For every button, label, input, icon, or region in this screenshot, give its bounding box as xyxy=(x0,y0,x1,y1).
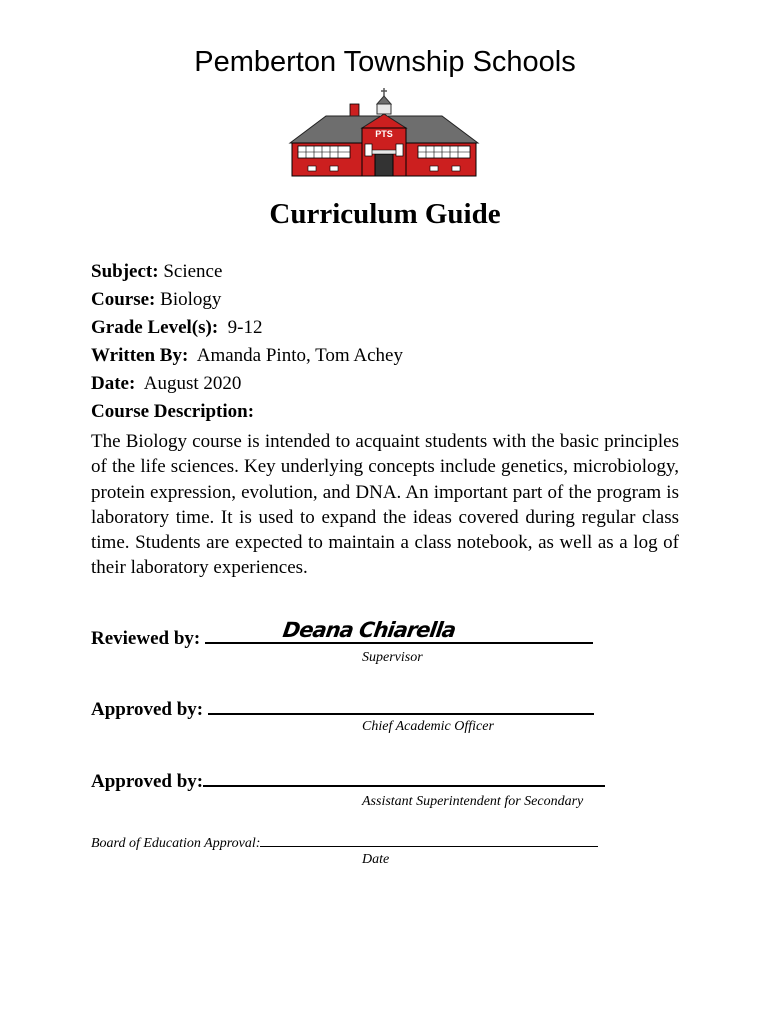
date-value: August 2020 xyxy=(143,373,242,394)
reviewer-signature: Deana Chiarella xyxy=(281,618,457,642)
reviewed-by-label: Reviewed by: xyxy=(91,628,201,649)
grade-value: 9-12 xyxy=(227,317,263,338)
approved-by-row-2 xyxy=(91,765,605,793)
approved-by-signature-line-1 xyxy=(208,693,594,715)
grade-row xyxy=(91,314,691,342)
approved-by-signature-line-2 xyxy=(203,765,605,787)
logo-text: PTS xyxy=(375,129,393,139)
supervisor-caption: Supervisor xyxy=(362,650,423,665)
course-description-row xyxy=(91,398,691,426)
board-approval-line xyxy=(260,832,598,847)
date-label: Date: xyxy=(91,373,136,394)
chief-academic-officer-caption: Chief Academic Officer xyxy=(362,719,494,734)
subject-label: Subject: xyxy=(91,261,159,282)
course-description-label: Course Description: xyxy=(91,401,255,422)
board-approval-row xyxy=(91,832,598,852)
document-title: Curriculum Guide xyxy=(269,198,501,230)
date-caption: Date xyxy=(362,852,390,867)
grade-label: Grade Level(s): xyxy=(91,317,219,338)
course-label: Course: xyxy=(91,289,156,310)
approved-by-label-2: Approved by: xyxy=(91,771,204,792)
written-by-row xyxy=(91,342,691,370)
school-building-icon xyxy=(286,86,482,178)
approved-by-label-1: Approved by: xyxy=(91,699,204,720)
district-name: Pemberton Township Schools xyxy=(194,46,576,78)
assistant-superintendent-caption: Assistant Superintendent for Secondary xyxy=(362,794,584,809)
subject-row xyxy=(91,258,691,286)
board-approval-label: Board of Education Approval: xyxy=(91,836,261,851)
subject-value: Science xyxy=(163,261,223,282)
written-by-value: Amanda Pinto, Tom Achey xyxy=(196,345,403,366)
course-row xyxy=(91,286,691,314)
written-by-label: Written By: xyxy=(91,345,189,366)
course-description: The Biology course is intended to acquaint students with the basic principles of the life sciences. Key underlying concepts include genetics, microbiology, protein expression, evolution, and DNA. An important part of the program is laboratory time. It is used to expand the ideas covered during regular class time. Students are expected to maintain a class notebook, as well as a log of their laboratory experiences. xyxy=(91,431,679,579)
approved-by-row-1 xyxy=(91,693,594,721)
course-value: Biology xyxy=(160,289,222,310)
date-row xyxy=(91,370,691,398)
course-meta xyxy=(91,258,691,426)
